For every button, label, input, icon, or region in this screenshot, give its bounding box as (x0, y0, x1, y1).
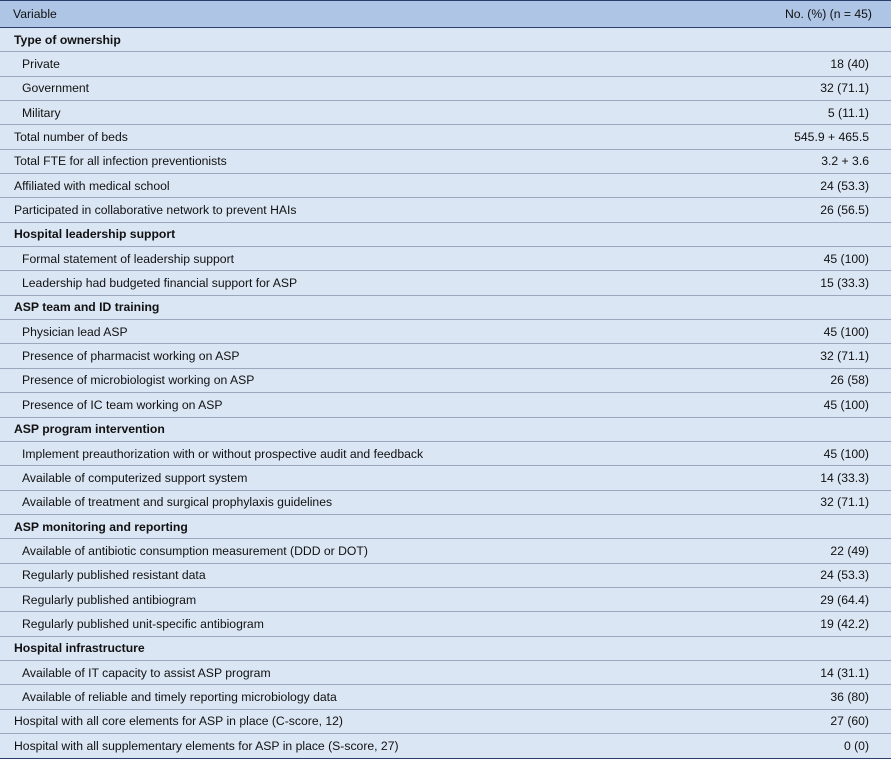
section-row (0, 637, 891, 661)
row-value: 3.2 + 3.6 (821, 154, 869, 169)
table-row (0, 685, 891, 709)
row-label: Military (22, 105, 61, 120)
row-label: Physician lead ASP (22, 324, 128, 339)
row-label: Total FTE for all infection preventionists (14, 154, 227, 169)
row-value: 32 (71.1) (820, 349, 869, 364)
table-row (0, 612, 891, 636)
row-value: 45 (100) (823, 446, 869, 461)
row-value: 22 (49) (830, 543, 869, 558)
row-label: Participated in collaborative network to prevent HAIs (14, 203, 297, 218)
table-row (0, 174, 891, 198)
section-row (0, 296, 891, 320)
row-value: 32 (71.1) (820, 81, 869, 96)
section-label: Hospital leadership support (14, 227, 176, 242)
row-value: 26 (58) (830, 373, 869, 388)
row-label: Formal statement of leadership support (22, 251, 235, 266)
row-label: Regularly published resistant data (22, 568, 206, 583)
row-value: 14 (33.3) (820, 470, 869, 485)
section-label: Type of ownership (14, 32, 121, 47)
table-row (0, 247, 891, 271)
row-label: Presence of microbiologist working on ASP (22, 373, 255, 388)
row-value: 545.9 + 465.5 (794, 130, 869, 145)
table-row (0, 150, 891, 174)
row-label: Available of antibiotic consumption measurement (DDD or DOT) (22, 543, 368, 558)
row-label: Private (22, 57, 60, 72)
row-label: Regularly published antibiogram (22, 592, 197, 607)
row-label: Total number of beds (14, 130, 128, 145)
row-value: 5 (11.1) (827, 105, 869, 120)
table-row (0, 344, 891, 368)
table-row (0, 369, 891, 393)
table-row (0, 125, 891, 149)
row-value: 45 (100) (823, 251, 869, 266)
row-value: 45 (100) (823, 324, 869, 339)
row-label: Hospital with all core elements for ASP in place (C-score, 12) (14, 714, 343, 729)
table-row (0, 320, 891, 344)
row-value: 45 (100) (823, 397, 869, 412)
row-label: Implement preauthorization with or without prospective audit and feedback (22, 446, 424, 461)
row-value: 29 (64.4) (820, 592, 869, 607)
row-value: 26 (56.5) (820, 203, 869, 218)
table-row (0, 198, 891, 222)
row-value: 24 (53.3) (820, 568, 869, 583)
section-row (0, 418, 891, 442)
table-row (0, 442, 891, 466)
table-row (0, 710, 891, 734)
table-row (0, 564, 891, 588)
section-label: ASP team and ID training (14, 300, 160, 315)
table-row (0, 52, 891, 76)
row-label: Presence of IC team working on ASP (22, 397, 223, 412)
row-value: 32 (71.1) (820, 495, 869, 510)
row-value: 36 (80) (830, 689, 869, 704)
header-variable: Variable (13, 7, 57, 21)
row-label: Hospital with all supplementary elements for ASP in place (S-score, 27) (14, 739, 399, 754)
table-row (0, 539, 891, 563)
row-value: 18 (40) (830, 57, 869, 72)
row-label: Affiliated with medical school (14, 178, 170, 193)
row-label: Presence of pharmacist working on ASP (22, 349, 240, 364)
section-label: Hospital infrastructure (14, 641, 145, 656)
table-body (0, 28, 891, 758)
row-label: Government (22, 81, 90, 96)
row-value: 15 (33.3) (820, 276, 869, 291)
table-row (0, 734, 891, 758)
row-value: 14 (31.1) (820, 665, 869, 680)
table-row (0, 661, 891, 685)
section-label: ASP program intervention (14, 422, 165, 437)
table-row (0, 77, 891, 101)
row-label: Regularly published unit-specific antibiogram (22, 616, 264, 631)
table-row (0, 491, 891, 515)
row-value: 24 (53.3) (820, 178, 869, 193)
row-label: Available of reliable and timely reporting microbiology data (22, 689, 337, 704)
table-row (0, 393, 891, 417)
row-value: 0 (0) (843, 739, 869, 754)
table-row (0, 101, 891, 125)
row-value: 19 (42.2) (820, 616, 869, 631)
row-label: Leadership had budgeted financial support for ASP (22, 276, 298, 291)
table-header-row (0, 1, 891, 28)
row-label: Available of computerized support system (22, 470, 248, 485)
row-value: 27 (60) (830, 714, 869, 729)
section-row (0, 28, 891, 52)
table-row (0, 271, 891, 295)
section-label: ASP monitoring and reporting (14, 519, 188, 534)
table-row (0, 588, 891, 612)
section-row (0, 515, 891, 539)
table-row (0, 466, 891, 490)
header-value: No. (%) (n = 45) (784, 7, 872, 21)
row-label: Available of IT capacity to assist ASP program (22, 665, 271, 680)
section-row (0, 223, 891, 247)
row-label: Available of treatment and surgical prophylaxis guidelines (22, 495, 333, 510)
